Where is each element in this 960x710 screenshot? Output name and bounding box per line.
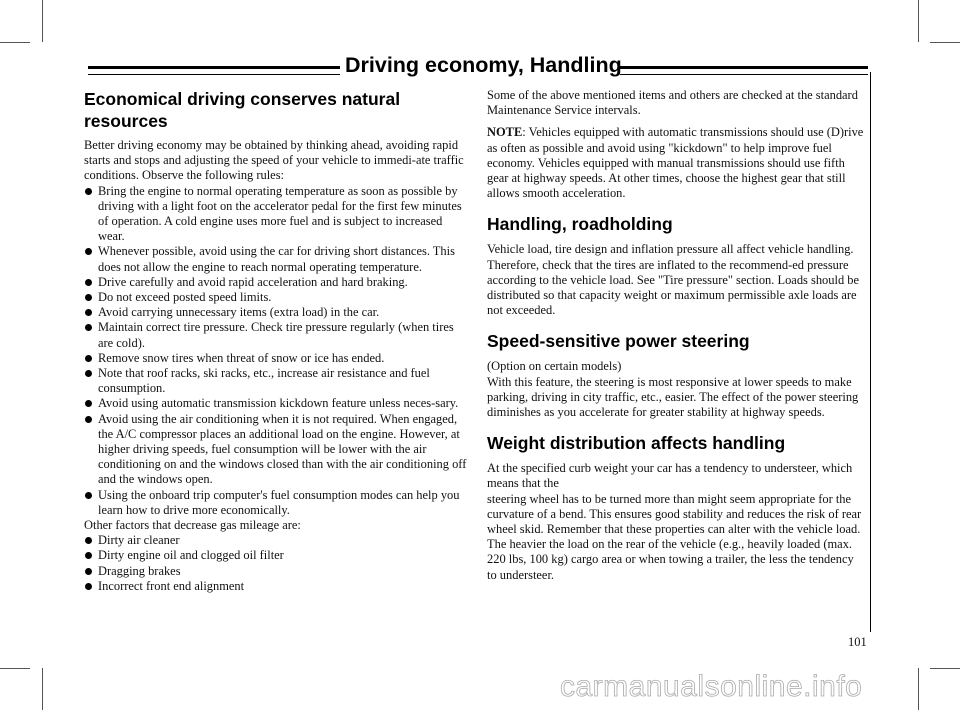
section-heading-weight: Weight distribution affects handling bbox=[487, 433, 786, 454]
note-paragraph bbox=[487, 125, 865, 201]
page-title: Driving economy, Handling bbox=[345, 53, 622, 77]
list-item: Using the onboard trip computer's fuel consumption modes can help you learn how to drive more economically. bbox=[84, 488, 469, 518]
crop-mark bbox=[930, 42, 960, 43]
crop-mark bbox=[42, 0, 43, 42]
note-label: NOTE bbox=[487, 125, 523, 140]
list-item: Avoid using the air conditioning when it is not required. When engaged, the A/C compressor places an additional load on the engine. However, at higher driving speeds, fuel consumption will be lower with the air conditioning on and the windows closed than with the air conditioning off and the windows open. bbox=[84, 412, 469, 488]
weight-paragraph-2: steering wheel has to be turned more than might seem appropriate for the curvature of a bend. This ensures good stability and reduces the risk of rear wheel skid. Remember that these properties can alter with the vehicle load. The heavier the load on the rear of the vehicle (e.g., heavily loaded (max. 220 lbs, 100 kg) cargo area or when towing a trailer, the less the tendency to understeer. bbox=[487, 491, 862, 582]
steering-paragraph: With this feature, the steering is most responsive at lower speeds to make parking, driving in city traffic, etc., easier. The effect of the power steering diminishes as you accelerate for greater stability at highway speeds. bbox=[487, 374, 859, 420]
list-item: Incorrect front end alignment bbox=[84, 579, 469, 594]
page-number: 101 bbox=[848, 635, 867, 649]
economy-intro: Better driving economy may be obtained by thinking ahead, avoiding rapid starts and stops and adjusting the speed of your vehicle to immedi-ate traffic conditions. Observe the following rules: bbox=[84, 138, 464, 183]
crop-mark bbox=[918, 0, 919, 42]
list-item: Whenever possible, avoid using the car for driving short distances. This does not allow the engine to reach normal operating temperature. bbox=[84, 244, 469, 274]
crop-mark bbox=[930, 668, 960, 669]
section-heading-handling: Handling, roadholding bbox=[487, 214, 673, 235]
crop-mark bbox=[0, 42, 30, 43]
steering-option-note: (Option on certain models) bbox=[487, 359, 622, 374]
header-rule-right bbox=[620, 66, 868, 75]
crop-mark bbox=[42, 668, 43, 710]
section-heading-economy: Economical driving conserves natural resources bbox=[84, 89, 401, 131]
handling-paragraph: Vehicle load, tire design and inflation pressure all affect vehicle handling. Therefore, check that the tires are inflated to the recommend-ed pressure according to the vehicle load. See "Tire pressure" section. Loads should be distributed so that capacity weight or maximum permissible axle loads are not exceeded. bbox=[487, 242, 860, 318]
section-heading-steering: Speed-sensitive power steering bbox=[487, 331, 750, 352]
economy-rules-list bbox=[84, 184, 469, 518]
margin-rule bbox=[870, 72, 871, 632]
watermark: carmanualsonline.info bbox=[560, 670, 863, 703]
page-header bbox=[0, 52, 960, 88]
list-item: Do not exceed posted speed limits. bbox=[84, 290, 469, 305]
factors-intro: Other factors that decrease gas mileage are: bbox=[84, 518, 301, 533]
list-item: Remove snow tires when threat of snow or ice has ended. bbox=[84, 351, 469, 366]
list-item: Avoid using automatic transmission kickdown feature unless neces-sary. bbox=[84, 396, 469, 411]
crop-mark bbox=[0, 668, 30, 669]
list-item: Dirty air cleaner bbox=[84, 533, 469, 548]
list-item: Drive carefully and avoid rapid acceleration and hard braking. bbox=[84, 275, 469, 290]
left-column bbox=[84, 88, 469, 594]
note-text: : Vehicles equipped with automatic transmissions should use (D)rive as often as possible and avoid using "kickdown" to help improve fuel economy. Vehicles equipped with manual transmissions should use fifth gear at highway speeds. At other times, choose the highest gear that still allows smooth acceleration. bbox=[487, 125, 864, 201]
list-item: Maintain correct tire pressure. Check tire pressure regularly (when tires are cold). bbox=[84, 320, 469, 350]
header-rule-left bbox=[88, 66, 340, 75]
list-item: Dragging brakes bbox=[84, 564, 469, 579]
right-column bbox=[487, 88, 865, 583]
list-item: Avoid carrying unnecessary items (extra load) in the car. bbox=[84, 305, 469, 320]
mileage-factors-list bbox=[84, 533, 469, 594]
list-item: Note that roof racks, ski racks, etc., increase air resistance and fuel consumption. bbox=[84, 366, 469, 396]
list-item: Bring the engine to normal operating temperature as soon as possible by driving with a light foot on the accelerator pedal for the first few minutes of operation. A cold engine uses more fuel and is subject to increased wear. bbox=[84, 184, 469, 245]
maintenance-paragraph: Some of the above mentioned items and others are checked at the standard Maintenance Service intervals. bbox=[487, 88, 858, 118]
weight-paragraph-1: At the specified curb weight your car has a tendency to understeer, which means that the bbox=[487, 461, 853, 491]
list-item: Dirty engine oil and clogged oil filter bbox=[84, 548, 469, 563]
